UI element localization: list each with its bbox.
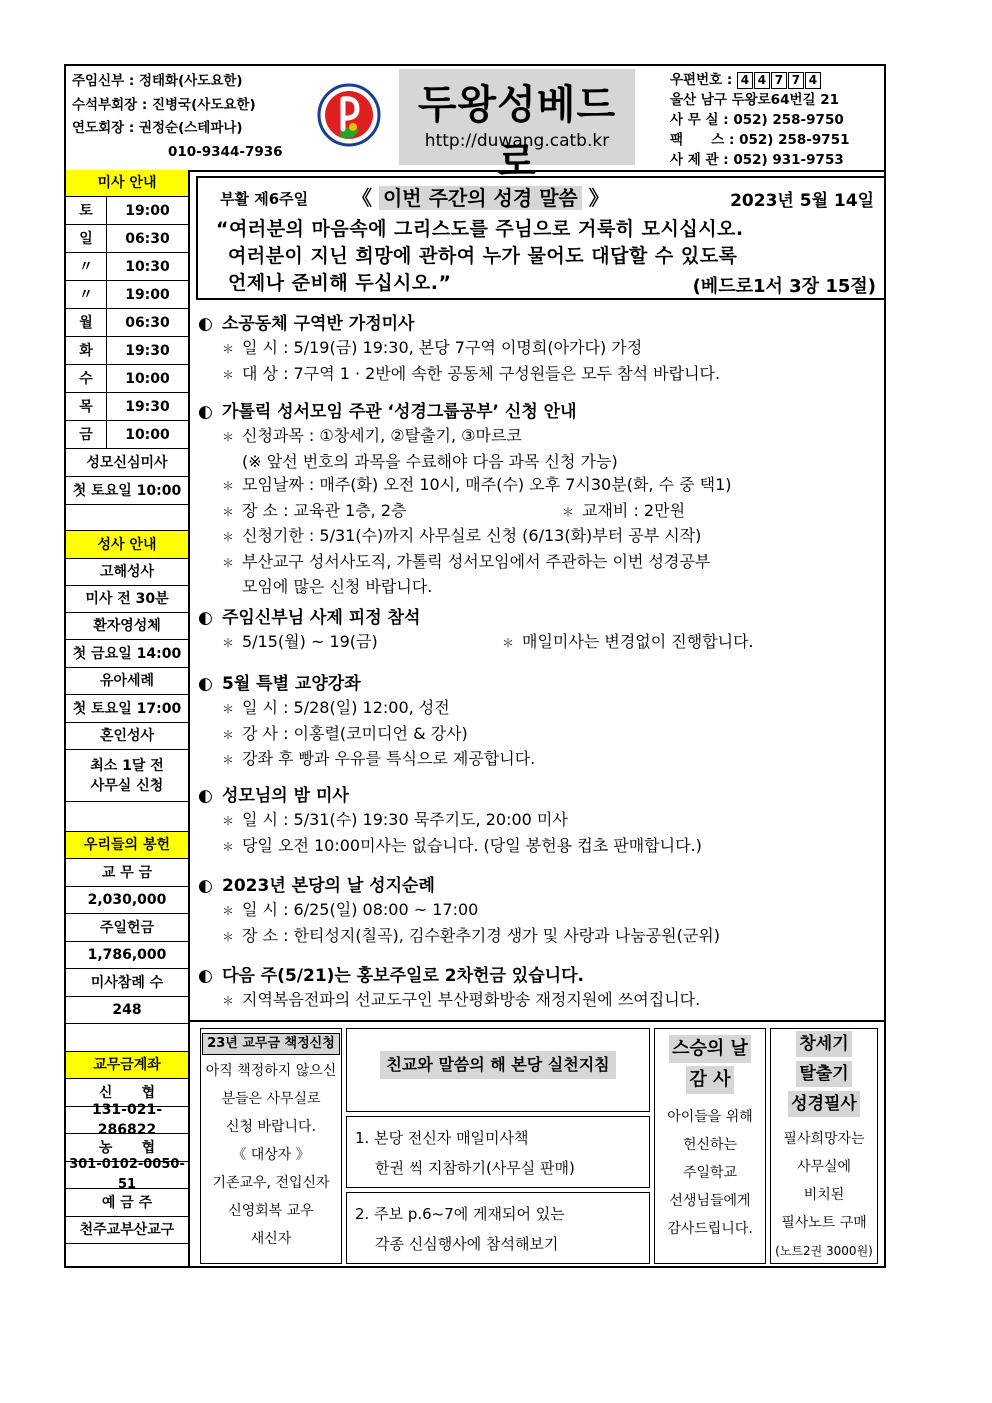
asterisk-icon: ＊ [502,636,515,650]
half-circle-icon: ◐ [198,674,213,694]
tithe-registration-box [200,1028,342,1264]
verse-heading-text: 이번 주간의 성경 말씀 [379,186,582,210]
half-circle-icon: ◐ [198,876,213,896]
announcement-line: 교재비 : 2만원 [582,500,686,520]
announcement-title: 2023년 본당의 날 성지순례 [222,876,435,896]
marriage: 혼인성사 [66,723,188,750]
zip-digit: 4 [805,72,821,89]
parish-url[interactable]: http://duwang.catb.kr [424,131,610,151]
announcement-line: 5/15(월) ~ 19(금) [242,632,378,651]
rectory-phone: 사 제 관 : 052) 931-9753 [670,152,844,168]
half-circle-icon: ◐ [198,786,213,806]
asterisk-icon: ＊ [222,904,235,918]
mass-day: 〃 [66,253,107,280]
announcement-line: 모임에 많은 신청 바랍니다. [242,577,433,596]
teachers-day-line: 헌신하는 [682,1137,738,1153]
verse-reference: (베드로1서 3장 15절) [692,276,876,297]
guideline-line: 한권 씩 지참하기(사무실 판매) [375,1159,575,1177]
asterisk-icon: ＊ [222,530,235,544]
announcement-title: 가톨릭 성서모임 주관 ‘성경그룹공부’ 신청 안내 [222,402,577,422]
bible-box-line: 비치된 [803,1187,845,1203]
mass-time: 06:30 [125,230,170,247]
announcement-line: 신청과목 : ①창세기, ②탈출기, ③마르코 [242,426,522,445]
half-circle-icon: ◐ [198,402,213,422]
announcement-item [198,672,878,773]
marriage-time [66,750,188,802]
tithe-box-line: 아직 책정하지 않으신 [205,1063,337,1079]
asterisk-icon: ＊ [222,753,235,767]
mass-day: 금 [66,421,107,448]
tithe-value: 2,030,000 [66,887,188,914]
verse-line: 여러분이 지닌 희망에 관하여 누가 물어도 대답할 수 있도록 [228,245,738,267]
announcement-line: 일 시 : 5/19(금) 19:30, 본당 7구역 이명희(아가다) 가정 [242,338,643,357]
teachers-day-box [654,1028,766,1264]
guideline-line: 1. 본당 전신자 매일미사책 [355,1129,529,1147]
offering-title: 우리들의 봉헌 [66,832,188,859]
announcement-item [198,964,878,1014]
infant-baptism: 유아세례 [66,668,188,695]
asterisk-icon: ＊ [222,814,235,828]
verse-line: “여러분의 마음속에 그리스도를 주님으로 거룩히 모시십시오. [216,218,744,240]
announcement-line: 부산교구 성서사도직, 가톨릭 성서모임에서 주관하는 이번 성경공부 [242,551,711,571]
announcement-line: 신청기한 : 5/31(수)까지 사무실로 신청 (6/13(화)부터 공부 시작) [242,526,702,545]
asterisk-icon: ＊ [222,994,235,1008]
fax: 팩 스 : 052) 258-9751 [670,132,850,148]
mass-day: 목 [66,393,107,420]
asterisk-icon: ＊ [222,342,235,356]
bank2-name: 농 협 [66,1134,188,1162]
tithe-box-heading: 23년 교무금 책정신청 [202,1033,340,1055]
verse-header [220,182,874,210]
bible-box-line: (노트2권 3000원) [775,1244,873,1258]
mass-day: 수 [66,365,107,392]
account-holder-label: 예 금 주 [66,1189,188,1217]
announcement-line: 대 상 : 7구역 1 · 2반에 속한 공동체 구성원들은 모두 참석 바랍니다. [242,363,721,383]
tithe-box-line: 기존교우, 전입신자 [212,1175,330,1191]
zip-label: 우편번호 : [670,72,733,88]
mass-row [66,337,188,365]
bible-box-heading: 창세기 [796,1031,851,1057]
announcement-title: 소공동체 구역반 가정미사 [222,314,415,334]
announcement-item [198,784,878,859]
guideline-heading: 친교와 말씀의 해 본당 실천지침 [380,1051,615,1079]
parish-title: 두왕성베드로 [417,82,617,185]
sidebar-spacer [66,505,188,531]
announcement-title: 성모님의 밤 미사 [222,786,349,806]
guideline-heading-box [346,1028,650,1112]
sidebar-spacer [66,802,188,832]
title-box [399,69,635,185]
mass-time: 19:30 [125,398,170,415]
asterisk-icon: ＊ [222,929,235,944]
announcement-item [198,400,878,599]
bible-box-line: 필사희망자는 [783,1131,865,1147]
announcement-item [198,606,878,656]
weekly-verse [196,176,886,300]
mass-time: 19:00 [125,286,170,303]
asterisk-icon: ＊ [222,636,235,650]
infant-baptism-time: 첫 토요일 17:00 [66,695,188,723]
announcement-title: 다음 주(5/21)는 홍보주일로 2차헌금 있습니다. [222,966,584,986]
mass-time: 19:30 [125,342,170,359]
teachers-day-heading: 스승의 날 [669,1035,751,1063]
tithe-box-line: 신청 바랍니다. [225,1119,317,1135]
tithe-box-line: 《 대상자 》 [232,1147,310,1163]
announcements [190,304,884,1020]
bank1-account: 131-021-286822 [66,1107,188,1134]
announcement-line: 장 소 : 한티성지(칠곡), 김수환추기경 생가 및 사랑과 나눔공원(군위) [242,925,720,945]
announcement-line: 일 시 : 5/31(수) 19:30 묵주기도, 20:00 미사 [242,810,568,829]
announcement-line: 장 소 : 교육관 1층, 2층 [242,500,407,520]
zip-digit: 7 [788,72,804,89]
asterisk-icon: ＊ [222,702,235,716]
marriage-time-1: 최소 1달 전 [90,757,164,774]
attendance-value: 248 [66,997,188,1024]
mass-time: 19:00 [125,202,170,219]
bible-box-heading: 성경필사 [788,1091,860,1117]
teachers-day-line: 아이들을 위해 [667,1109,753,1125]
mass-row [66,225,188,253]
tithe-box-line: 신영회복 교우 [228,1203,314,1219]
announcement-item [198,312,878,387]
mass-row [66,421,188,449]
guideline-1 [346,1116,650,1188]
sick-communion-time: 첫 금요일 14:00 [66,640,188,668]
pastor: 주임신부 : 정태화(사도요한) [72,73,243,89]
sunday-offering-value: 1,786,000 [66,942,188,969]
bible-transcription-box [770,1028,878,1264]
mass-row [66,253,188,281]
tithe-box-line: 분들은 사무실로 [221,1091,321,1107]
mass-day: 월 [66,309,107,336]
vice-chair: 수석부회장 : 진병국(사도요한) [72,96,256,113]
mass-day: 〃 [66,281,107,308]
verse-line: 언제나 준비해 두십시오.” [228,272,452,294]
asterisk-icon: ＊ [222,727,235,742]
bulletin-sheet [64,64,886,1268]
announcement-line: 지역복음전파의 선교도구인 부산평화방송 재정지원에 쓰여집니다. [242,990,701,1009]
mass-time: 10:00 [125,370,170,387]
zip-digit: 7 [771,72,787,89]
liturgical-week: 부활 제6주일 [220,190,309,208]
staff-info [72,70,307,164]
zip-digit: 4 [737,72,753,89]
teachers-day-line: 선생님들에게 [669,1193,751,1209]
bank1-name: 신 협 [66,1079,188,1107]
teachers-day-line: 감사드립니다. [667,1221,753,1237]
announcement-title: 5월 특별 교양강좌 [222,674,361,694]
half-circle-icon: ◐ [198,314,213,334]
mass-row [66,393,188,421]
asterisk-icon: ＊ [222,504,235,519]
zip-row [670,70,882,90]
teachers-day-heading: 감 사 [686,1066,733,1094]
mass-day: 토 [66,197,107,224]
half-circle-icon: ◐ [198,608,213,628]
bulletin-date: 2023년 5월 14일 [730,191,874,211]
announcement-line: 당일 오전 10:00미사는 없습니다. (당일 봉헌용 컵초 판매합니다.) [242,835,702,855]
sick-communion: 환자영성체 [66,613,188,640]
announcement-line: 매일미사는 변경없이 진행합니다. [522,632,754,651]
mass-day: 화 [66,337,107,364]
marian-mass: 성모신심미사 [66,449,188,477]
asterisk-icon: ＊ [222,479,235,493]
attendance-label: 미사참례 수 [66,969,188,997]
office-phone: 사 무 실 : 052) 258-9750 [670,112,844,128]
mass-row [66,197,188,225]
guideline-line: 각종 신심행사에 참석해보기 [375,1235,559,1253]
announcement-line: 일 시 : 5/28(일) 12:00, 성전 [242,698,450,717]
account-holder: 천주교부산교구 [66,1217,188,1244]
sacraments-title: 성사 안내 [66,531,188,559]
address: 울산 남구 두왕로64번길 21 [670,92,840,108]
parish-logo-icon [317,83,381,147]
close-bracket: 》 [588,186,609,210]
asterisk-icon: ＊ [222,839,235,854]
marian-mass-time: 첫 토요일 10:00 [66,477,188,505]
asterisk-icon: ＊ [222,430,235,444]
half-circle-icon: ◐ [198,966,213,986]
confession: 고해성사 [66,559,188,586]
announcement-line: 강 사 : 이홍렬(코미디언 & 강사) [242,723,468,743]
sidebar-spacer [66,1024,188,1052]
announcement-line: 모임날짜 : 매주(화) 오전 10시, 매주(수) 오후 7시30분(화, 수 중 택1) [242,475,732,494]
announcement-title: 주임신부님 사제 피정 참석 [222,608,421,628]
teachers-day-line: 주일학교 [682,1165,738,1181]
sunday-offering-label: 주일헌금 [66,914,188,942]
verse-heading [352,182,609,211]
mass-time: 10:00 [125,426,170,443]
contact-info [670,70,882,170]
mass-time: 10:30 [125,258,170,275]
announcement-item [198,874,878,949]
asterisk-icon: ＊ [562,504,575,519]
mass-row [66,365,188,393]
contact-phone: 010-9344-7936 [168,143,283,160]
asterisk-icon: ＊ [222,555,235,570]
open-bracket: 《 [352,186,372,210]
asterisk-icon: ＊ [222,367,235,382]
guideline-line: 2. 주보 p.6~7에 게재되어 있는 [355,1205,565,1223]
mass-time: 06:30 [125,314,170,331]
mass-row [66,281,188,309]
bottom-notices [190,1020,884,1268]
marriage-time-2: 사무실 신청 [90,777,164,794]
zip-digit: 4 [754,72,770,89]
bible-box-line: 필사노트 구매 [781,1215,867,1231]
bank2-account: 301-0102-0050-51 [66,1162,188,1189]
guideline-2 [346,1192,650,1264]
announcement-line: 강좌 후 빵과 우유를 특식으로 제공합니다. [242,749,536,768]
mass-schedule-title: 미사 안내 [66,170,188,197]
bible-box-heading: 탈출기 [796,1061,851,1087]
confession-time: 미사 전 30분 [66,586,188,613]
account-title: 교무금계좌 [66,1052,188,1079]
mass-day: 일 [66,225,107,252]
announcement-line: 일 시 : 6/25(일) 08:00 ~ 17:00 [242,900,479,919]
announcement-line: (※ 앞선 번호의 과목을 수료해야 다음 과목 신청 가능) [242,451,618,471]
tithe-label: 교 무 금 [66,859,188,887]
bible-box-line: 사무실에 [796,1159,852,1175]
mass-row [66,309,188,337]
sidebar [66,170,190,1266]
youth-chair: 연도회장 : 권정순(스테파나) [72,120,243,136]
tithe-box-line: 새신자 [250,1231,292,1247]
